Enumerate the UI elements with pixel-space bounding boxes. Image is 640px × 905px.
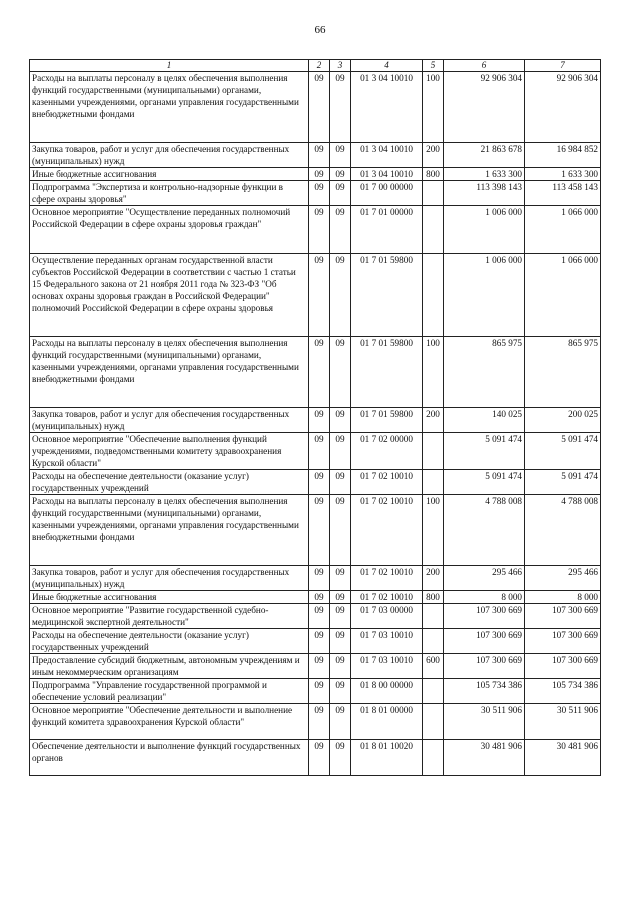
amount-year-1: 1 006 000	[444, 206, 525, 254]
subsection-code: 09	[330, 740, 351, 776]
amount-year-1: 107 300 669	[444, 604, 525, 629]
column-number: 6	[444, 60, 525, 72]
amount-year-2: 1 633 300	[525, 168, 601, 181]
amount-year-2: 200 025	[525, 408, 601, 433]
section-code: 09	[309, 254, 330, 337]
amount-year-2: 5 091 474	[525, 470, 601, 495]
item-name: Подпрограмма "Экспертиза и контрольно-надзорные функции в сфере охраны здоровья"	[30, 181, 309, 206]
target-article-code: 01 3 04 10010	[351, 72, 423, 143]
table-row	[30, 704, 601, 740]
target-article-code: 01 7 01 59800	[351, 337, 423, 408]
amount-year-2: 107 300 669	[525, 654, 601, 679]
target-article-code: 01 7 01 59800	[351, 408, 423, 433]
expense-type-code: 800	[423, 168, 444, 181]
table-row	[30, 143, 601, 168]
amount-year-2: 30 481 906	[525, 740, 601, 776]
amount-year-1: 4 788 008	[444, 495, 525, 566]
expense-type-code	[423, 254, 444, 337]
subsection-code: 09	[330, 629, 351, 654]
item-name: Основное мероприятие "Обеспечение деятельности и выполнение функций комитета здравоохранения Курской области"	[30, 704, 309, 740]
target-article-code: 01 7 02 00000	[351, 433, 423, 470]
subsection-code: 09	[330, 206, 351, 254]
table-row	[30, 591, 601, 604]
amount-year-1: 5 091 474	[444, 433, 525, 470]
section-code: 09	[309, 591, 330, 604]
item-name: Основное мероприятие "Развитие государственной судебно-медицинской экспертной деятельности"	[30, 604, 309, 629]
expense-type-code	[423, 433, 444, 470]
subsection-code: 09	[330, 181, 351, 206]
item-name: Расходы на обеспечение деятельности (оказание услуг) государственных учреждений	[30, 629, 309, 654]
amount-year-1: 21 863 678	[444, 143, 525, 168]
section-code: 09	[309, 408, 330, 433]
item-name: Предоставление субсидий бюджетным, автономным учреждениям и иным некоммерческим организациям	[30, 654, 309, 679]
target-article-code: 01 7 01 59800	[351, 254, 423, 337]
table-row	[30, 740, 601, 776]
section-code: 09	[309, 433, 330, 470]
expense-type-code: 600	[423, 654, 444, 679]
table-row	[30, 566, 601, 591]
target-article-code: 01 7 02 10010	[351, 470, 423, 495]
item-name: Расходы на обеспечение деятельности (оказание услуг) государственных учреждений	[30, 470, 309, 495]
amount-year-1: 1 633 300	[444, 168, 525, 181]
section-code: 09	[309, 629, 330, 654]
section-code: 09	[309, 566, 330, 591]
table-row	[30, 168, 601, 181]
expense-type-code	[423, 604, 444, 629]
expense-type-code: 200	[423, 566, 444, 591]
amount-year-2: 92 906 304	[525, 72, 601, 143]
target-article-code: 01 7 03 00000	[351, 604, 423, 629]
expense-type-code	[423, 740, 444, 776]
subsection-code: 09	[330, 72, 351, 143]
subsection-code: 09	[330, 143, 351, 168]
item-name: Расходы на выплаты персоналу в целях обеспечения выполнения функций государственными (муниципальными) органами, казенными учреждениями, органами управления государственными внебюджетными фондами	[30, 72, 309, 143]
amount-year-1: 30 481 906	[444, 740, 525, 776]
item-name: Закупка товаров, работ и услуг для обеспечения государственных (муниципальных) нужд	[30, 566, 309, 591]
section-code: 09	[309, 181, 330, 206]
item-name: Обеспечение деятельности и выполнение функций государственных органов	[30, 740, 309, 776]
column-number-row	[30, 60, 601, 72]
amount-year-2: 1 066 000	[525, 254, 601, 337]
column-number: 3	[330, 60, 351, 72]
expense-type-code	[423, 704, 444, 740]
subsection-code: 09	[330, 408, 351, 433]
target-article-code: 01 7 02 10010	[351, 495, 423, 566]
amount-year-2: 113 458 143	[525, 181, 601, 206]
subsection-code: 09	[330, 168, 351, 181]
target-article-code: 01 3 04 10010	[351, 168, 423, 181]
subsection-code: 09	[330, 591, 351, 604]
amount-year-1: 105 734 386	[444, 679, 525, 704]
target-article-code: 01 8 01 00000	[351, 704, 423, 740]
section-code: 09	[309, 740, 330, 776]
target-article-code: 01 7 03 10010	[351, 629, 423, 654]
column-number: 2	[309, 60, 330, 72]
expense-type-code: 200	[423, 408, 444, 433]
expense-type-code: 800	[423, 591, 444, 604]
target-article-code: 01 7 03 10010	[351, 654, 423, 679]
expense-type-code	[423, 181, 444, 206]
subsection-code: 09	[330, 679, 351, 704]
item-name: Основное мероприятие "Обеспечение выполнения функций учреждениями, подведомственными комитету здравоохранения Курской области"	[30, 433, 309, 470]
expense-type-code	[423, 629, 444, 654]
section-code: 09	[309, 72, 330, 143]
amount-year-1: 295 466	[444, 566, 525, 591]
section-code: 09	[309, 168, 330, 181]
section-code: 09	[309, 604, 330, 629]
subsection-code: 09	[330, 495, 351, 566]
section-code: 09	[309, 337, 330, 408]
column-number: 7	[525, 60, 601, 72]
amount-year-1: 107 300 669	[444, 629, 525, 654]
target-article-code: 01 7 00 00000	[351, 181, 423, 206]
amount-year-1: 8 000	[444, 591, 525, 604]
section-code: 09	[309, 704, 330, 740]
item-name: Закупка товаров, работ и услуг для обеспечения государственных (муниципальных) нужд	[30, 408, 309, 433]
table-row	[30, 604, 601, 629]
target-article-code: 01 7 02 10010	[351, 566, 423, 591]
section-code: 09	[309, 679, 330, 704]
amount-year-2: 5 091 474	[525, 433, 601, 470]
table-row	[30, 181, 601, 206]
target-article-code: 01 7 01 00000	[351, 206, 423, 254]
item-name: Иные бюджетные ассигнования	[30, 591, 309, 604]
item-name: Основное мероприятие "Осуществление переданных полномочий Российской Федерации в сфере охраны здоровья граждан"	[30, 206, 309, 254]
target-article-code: 01 3 04 10010	[351, 143, 423, 168]
subsection-code: 09	[330, 470, 351, 495]
item-name: Расходы на выплаты персоналу в целях обеспечения выполнения функций государственными (муниципальными) органами, казенными учреждениями, органами управления государственными внебюджетными фондами	[30, 337, 309, 408]
amount-year-2: 865 975	[525, 337, 601, 408]
item-name: Иные бюджетные ассигнования	[30, 168, 309, 181]
expense-type-code: 100	[423, 495, 444, 566]
column-number: 4	[351, 60, 423, 72]
subsection-code: 09	[330, 254, 351, 337]
section-code: 09	[309, 206, 330, 254]
amount-year-1: 92 906 304	[444, 72, 525, 143]
table-row	[30, 206, 601, 254]
column-number: 1	[30, 60, 309, 72]
amount-year-2: 8 000	[525, 591, 601, 604]
section-code: 09	[309, 495, 330, 566]
section-code: 09	[309, 143, 330, 168]
expense-type-code	[423, 679, 444, 704]
subsection-code: 09	[330, 433, 351, 470]
expense-type-code: 100	[423, 72, 444, 143]
table-row	[30, 654, 601, 679]
section-code: 09	[309, 654, 330, 679]
amount-year-2: 16 984 852	[525, 143, 601, 168]
item-name: Осуществление переданных органам государственной власти субъектов Российской Федерации в соответствии с частью 1 статьи 15 Федерального закона от 21 ноября 2011 года № 323-ФЗ "Об основах охраны здоровья граждан в Российской Федерации" полномочий Российской Федерации в сфере охраны здоровья	[30, 254, 309, 337]
amount-year-1: 30 511 906	[444, 704, 525, 740]
amount-year-2: 107 300 669	[525, 604, 601, 629]
expense-type-code: 100	[423, 337, 444, 408]
expense-type-code	[423, 206, 444, 254]
target-article-code: 01 8 00 00000	[351, 679, 423, 704]
item-name: Подпрограмма "Управление государственной программой и обеспечение условий реализации"	[30, 679, 309, 704]
table-row	[30, 433, 601, 470]
amount-year-2: 4 788 008	[525, 495, 601, 566]
expense-type-code: 200	[423, 143, 444, 168]
subsection-code: 09	[330, 654, 351, 679]
target-article-code: 01 8 01 10020	[351, 740, 423, 776]
table-row	[30, 629, 601, 654]
amount-year-2: 30 511 906	[525, 704, 601, 740]
amount-year-2: 295 466	[525, 566, 601, 591]
table-row	[30, 470, 601, 495]
table-row	[30, 254, 601, 337]
amount-year-1: 140 025	[444, 408, 525, 433]
page-number: 66	[314, 24, 326, 36]
subsection-code: 09	[330, 337, 351, 408]
table-row	[30, 495, 601, 566]
table-row	[30, 679, 601, 704]
amount-year-1: 865 975	[444, 337, 525, 408]
amount-year-2: 1 066 000	[525, 206, 601, 254]
table-row	[30, 408, 601, 433]
subsection-code: 09	[330, 704, 351, 740]
target-article-code: 01 7 02 10010	[351, 591, 423, 604]
item-name: Расходы на выплаты персоналу в целях обеспечения выполнения функций государственными (муниципальными) органами, казенными учреждениями, органами управления государственными внебюджетными фондами	[30, 495, 309, 566]
expense-type-code	[423, 470, 444, 495]
amount-year-1: 107 300 669	[444, 654, 525, 679]
amount-year-2: 105 734 386	[525, 679, 601, 704]
amount-year-1: 1 006 000	[444, 254, 525, 337]
column-number: 5	[423, 60, 444, 72]
table-row	[30, 337, 601, 408]
table-row	[30, 72, 601, 143]
subsection-code: 09	[330, 566, 351, 591]
amount-year-1: 5 091 474	[444, 470, 525, 495]
amount-year-1: 113 398 143	[444, 181, 525, 206]
item-name: Закупка товаров, работ и услуг для обеспечения государственных (муниципальных) нужд	[30, 143, 309, 168]
subsection-code: 09	[330, 604, 351, 629]
budget-table	[29, 59, 601, 776]
amount-year-2: 107 300 669	[525, 629, 601, 654]
section-code: 09	[309, 470, 330, 495]
